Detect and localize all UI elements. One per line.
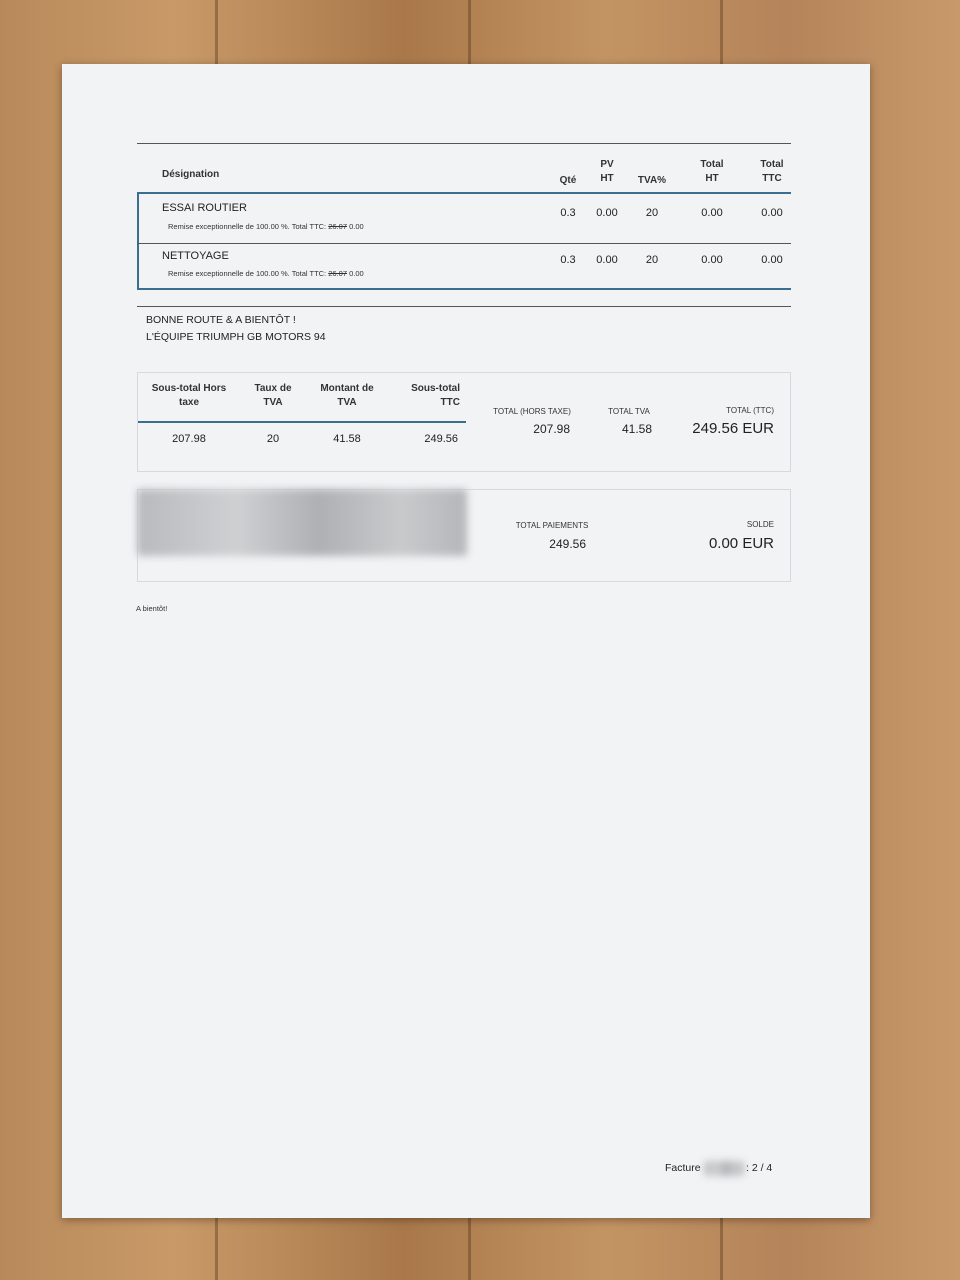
header-qty: Qté [559,175,577,186]
row-qty: 0.3 [560,207,576,219]
header-total-ttc [750,158,794,186]
row-total-ttc: 0.00 [761,207,783,219]
row-discount-note [168,222,364,231]
note-text: Remise exceptionnelle de 100.00 %. Total TTC: [168,269,329,278]
header-pv-ht [590,158,624,186]
row-total-ttc: 0.00 [761,254,783,266]
table-left-rule [137,192,139,289]
closing-note: A bientôt! [136,604,168,613]
row-discount-note [168,269,364,278]
row-tva: 20 [645,207,659,219]
total-ttc-label: TOTAL (TTC) [726,406,774,415]
row-tva: 20 [645,254,659,266]
note-new-price: 0.00 [347,269,364,278]
header-pv-line2: HT [600,173,614,184]
header-total-ttc-line2: TTC [762,173,782,184]
header-total-ht [687,158,737,186]
table-top-rule [137,143,791,144]
vat-header-rate-line2: TVA [263,397,283,408]
row-pv-ht: 0.00 [596,254,618,266]
redacted-invoice-number [704,1161,744,1176]
row-pv-ht: 0.00 [596,207,618,219]
header-pv-line1: PV [600,159,614,170]
total-tva-label: TOTAL TVA [608,407,650,416]
vat-ttc: 249.56 [424,433,458,445]
vat-header-subtotal-line2: taxe [178,397,199,408]
note-text: Remise exceptionnelle de 100.00 %. Total TTC: [168,222,329,231]
footer-page-number: : 2 / 4 [746,1162,773,1174]
vat-header-ttc-line1: Sous-total [411,383,460,394]
vat-header-amount-line2: TVA [337,397,357,408]
header-designation: Désignation [162,169,220,180]
total-payments-value: 249.56 [549,537,586,551]
row-qty: 0.3 [560,254,576,266]
closing-message-line1: BONNE ROUTE & A BIENTÔT ! [146,314,296,326]
vat-header-subtotal-line1: Sous-total Hors [151,383,227,394]
closing-message-line2: L'ÉQUIPE TRIUMPH GB MOTORS 94 [146,331,326,343]
total-tva-value: 41.58 [621,422,652,436]
header-tva: TVA% [637,175,667,186]
vat-header-ttc [396,382,460,410]
vat-amount: 41.58 [333,433,361,445]
table-header-rule [137,192,791,194]
note-struck-price: 26.07 [328,269,348,278]
vat-header-amount-line1: Montant de [320,383,374,394]
total-ttc-value: 249.56 EUR [692,420,774,437]
row-total-ht: 0.00 [701,254,723,266]
header-total-ht-line1: Total [700,159,724,170]
vat-header-rule [138,421,466,423]
header-total-ttc-line1: Total [760,159,784,170]
total-ht-value: 207.98 [533,422,570,436]
total-ht-label: TOTAL (HORS TAXE) [493,407,571,416]
header-total-ht-line2: HT [705,173,719,184]
total-payments-label: TOTAL PAIEMENTS [515,521,589,530]
balance-value: 0.00 EUR [708,535,774,552]
vat-rate: 20 [266,433,280,445]
note-new-price: 0.00 [347,222,364,231]
balance-label: SOLDE [746,520,774,529]
redacted-area [137,489,467,556]
invoice-page [62,64,870,1218]
vat-header-ttc-line2: TTC [440,397,460,408]
row-designation: ESSAI ROUTIER [162,202,247,214]
table-bottom-rule [137,288,791,290]
vat-header-amount [310,382,384,410]
note-struck-price: 26.07 [328,222,348,231]
vat-header-rate-line1: Taux de [254,383,292,394]
vat-subtotal: 207.98 [172,433,206,445]
message-top-rule [137,306,791,307]
vat-header-subtotal [142,382,236,410]
row-total-ht: 0.00 [701,207,723,219]
row-designation: NETTOYAGE [162,250,229,262]
vat-header-rate [242,382,304,410]
row-separator [137,243,791,244]
footer-label: Facture [665,1162,701,1174]
